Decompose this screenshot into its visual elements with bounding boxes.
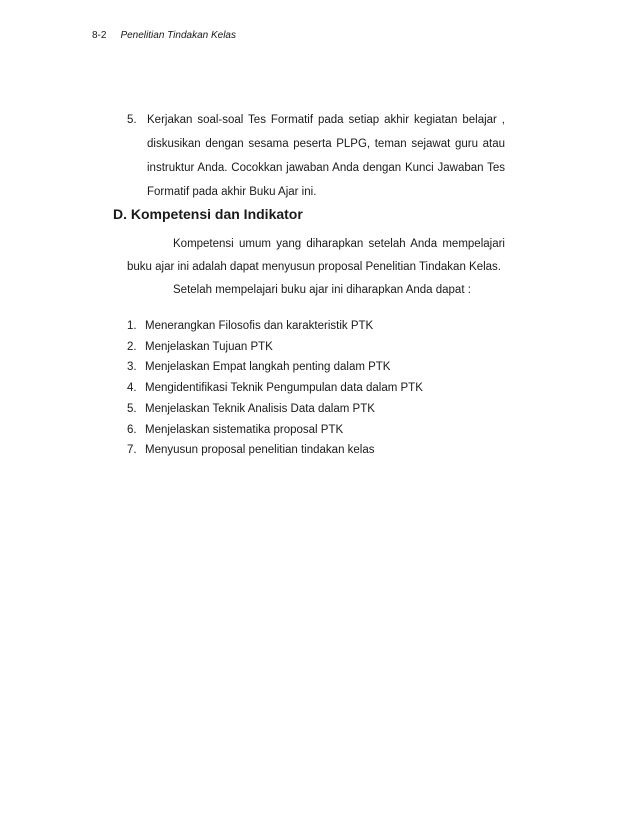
indicator-intro: Setelah mempelajari buku ajar ini diharapkan Anda dapat : [173, 284, 471, 296]
item-number: 6. [127, 423, 137, 436]
item-number: 3. [127, 361, 137, 374]
item-text: Menjelaskan Empat langkah penting dalam PTK [145, 361, 391, 374]
list-item [127, 378, 505, 399]
item-text: Menjelaskan sistematika proposal PTK [145, 423, 344, 436]
item-text: Menyusun proposal penelitian tindakan kelas [145, 444, 375, 457]
list-item [127, 357, 505, 378]
item-number: 2. [127, 340, 137, 353]
list-item [127, 420, 505, 441]
indicator-list [127, 316, 505, 461]
item-number: 1. [127, 320, 137, 332]
competence-paragraph: Kompetensi umum yang diharapkan setelah Anda mempelajari buku ajar ini adalah dapat menyusun proposal Penelitian Tindakan Kelas. [127, 238, 505, 273]
page-header [92, 30, 236, 41]
running-title: Penelitian Tindakan Kelas [120, 30, 236, 41]
section-body [127, 233, 505, 302]
item-text: Kerjakan soal-soal Tes Formatif pada setiap akhir kegiatan belajar , diskusikan dengan sesama peserta PLPG, teman sejawat guru atau instruktur Anda. Cocokkan jawaban Anda dengan Kunci Jawaban Tes Formatif pada akhir Buku Ajar ini. [147, 114, 505, 198]
item-text: Menjelaskan Teknik Analisis Data dalam PTK [145, 402, 375, 415]
section-heading: D. Kompetensi dan Indikator [113, 206, 303, 222]
list-item [127, 399, 505, 420]
list-item [127, 337, 505, 358]
item-text: Menerangkan Filosofis dan karakteristik PTK [145, 320, 374, 332]
list-item [127, 440, 505, 461]
item-number: 7. [127, 444, 137, 457]
item-number: 5. [127, 114, 137, 126]
item-number: 4. [127, 382, 137, 395]
item-text: Menjelaskan Tujuan PTK [145, 340, 273, 353]
list-item [127, 108, 505, 204]
list-item [127, 316, 505, 337]
page-number: 8-2 [92, 30, 107, 41]
item-text: Mengidentifikasi Teknik Pengumpulan data dalam PTK [145, 382, 423, 395]
item-number: 5. [127, 402, 137, 415]
